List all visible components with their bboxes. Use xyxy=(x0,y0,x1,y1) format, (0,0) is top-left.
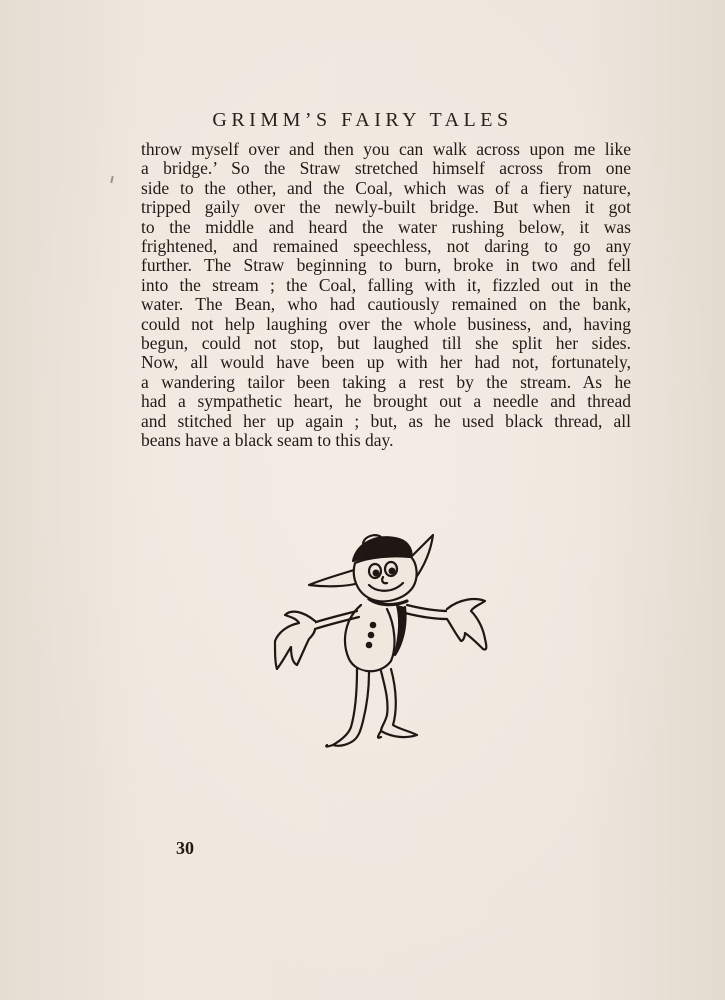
page-number: 30 xyxy=(176,838,194,858)
text-line: tripped gaily over the newly-built bridge. But when it got xyxy=(141,197,631,218)
text-line: a bridge.’ So the Straw stretched himself across from one xyxy=(141,158,631,179)
text-line: and stitched her up again ; but, as he used black thread, all xyxy=(141,410,631,431)
text-line: Now, all would have been up with her had not, fortunately, xyxy=(141,352,631,373)
text-line: to the middle and heard the water rushing below, it was xyxy=(141,216,631,237)
body-paragraph xyxy=(141,140,631,451)
text-line: into the stream ; the Coal, falling with it, fizzled out in the xyxy=(141,274,631,295)
running-title: GRIMM’S FAIRY TALES xyxy=(212,109,513,131)
text-line: side to the other, and the Coal, which was of a fiery nature, xyxy=(141,177,631,198)
text-line: could not help laughing over the whole business, and, having xyxy=(141,313,631,334)
elf-figure-icon xyxy=(265,525,495,760)
text-line: frightened, and remained speechless, not daring to go any xyxy=(141,236,631,257)
text-line: had a sympathetic heart, he brought out a needle and thread xyxy=(141,391,631,412)
text-line: a wandering tailor been taking a rest by the stream. As he xyxy=(141,371,631,392)
text-line: water. The Bean, who had cautiously remained on the bank, xyxy=(141,294,631,315)
text-line: beans have a black seam to this day. xyxy=(141,430,394,451)
paper-speck xyxy=(110,176,113,183)
text-line: begun, could not stop, but laughed till she split her sides. xyxy=(141,333,631,354)
text-line: throw myself over and then you can walk across upon me like xyxy=(141,139,631,159)
text-line: further. The Straw beginning to burn, broke in two and fell xyxy=(141,255,631,276)
